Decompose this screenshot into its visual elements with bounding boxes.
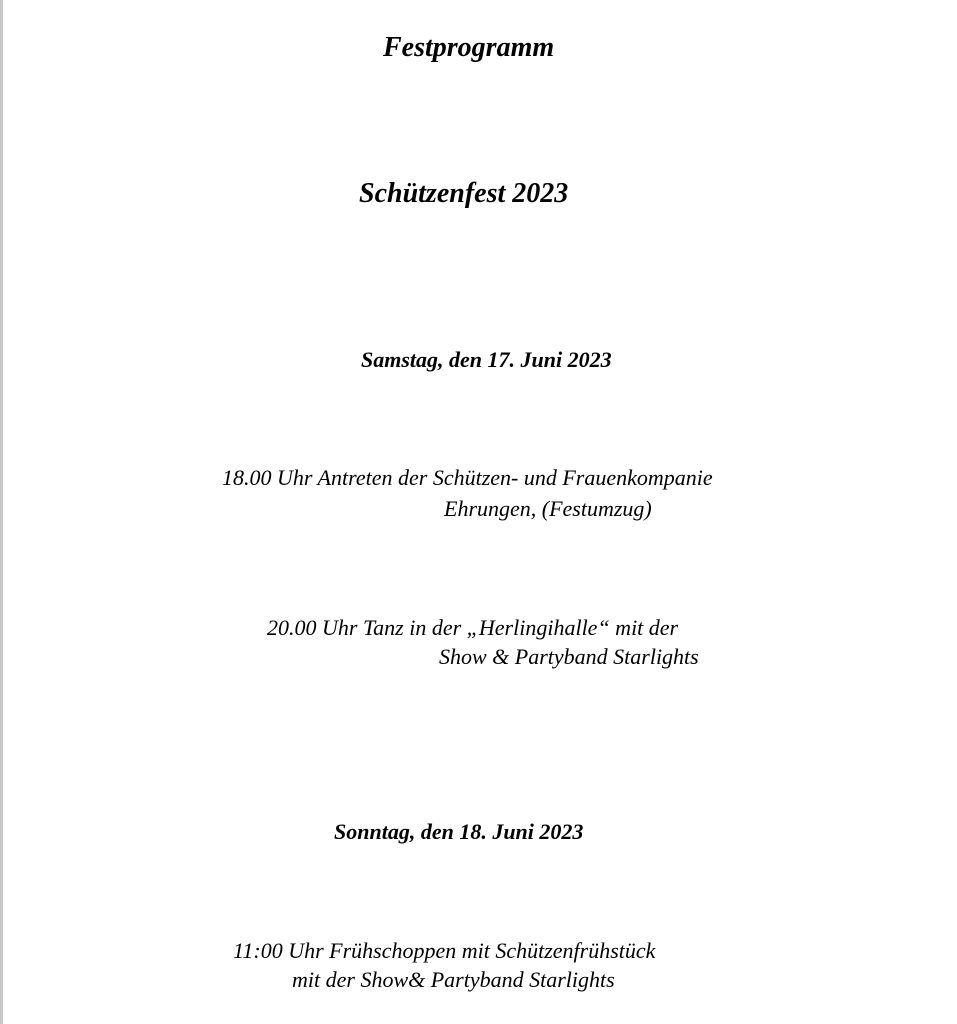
event-sunday-1-line2: mit der Show& Partyband Starlights xyxy=(292,967,615,992)
day-title-saturday: Samstag, den 17. Juni 2023 xyxy=(361,347,612,372)
document-subheading: Schützenfest 2023 xyxy=(359,178,569,209)
event-saturday-2-line2: Show & Partyband Starlights xyxy=(439,644,699,669)
event-saturday-1-line1: 18.00 Uhr Antreten der Schützen- und Frauenkompanie xyxy=(222,465,713,490)
day-title-sunday: Sonntag, den 18. Juni 2023 xyxy=(334,819,584,844)
event-saturday-2-line1: 20.00 Uhr Tanz in der „Herlingihalle“ mit der xyxy=(267,615,679,640)
event-saturday-1-line2: Ehrungen, (Festumzug) xyxy=(444,496,652,521)
event-sunday-1-line1: 11:00 Uhr Frühschoppen mit Schützenfrühstück xyxy=(233,938,656,963)
document-heading: Festprogramm xyxy=(383,32,555,63)
page-left-border xyxy=(0,0,3,1024)
